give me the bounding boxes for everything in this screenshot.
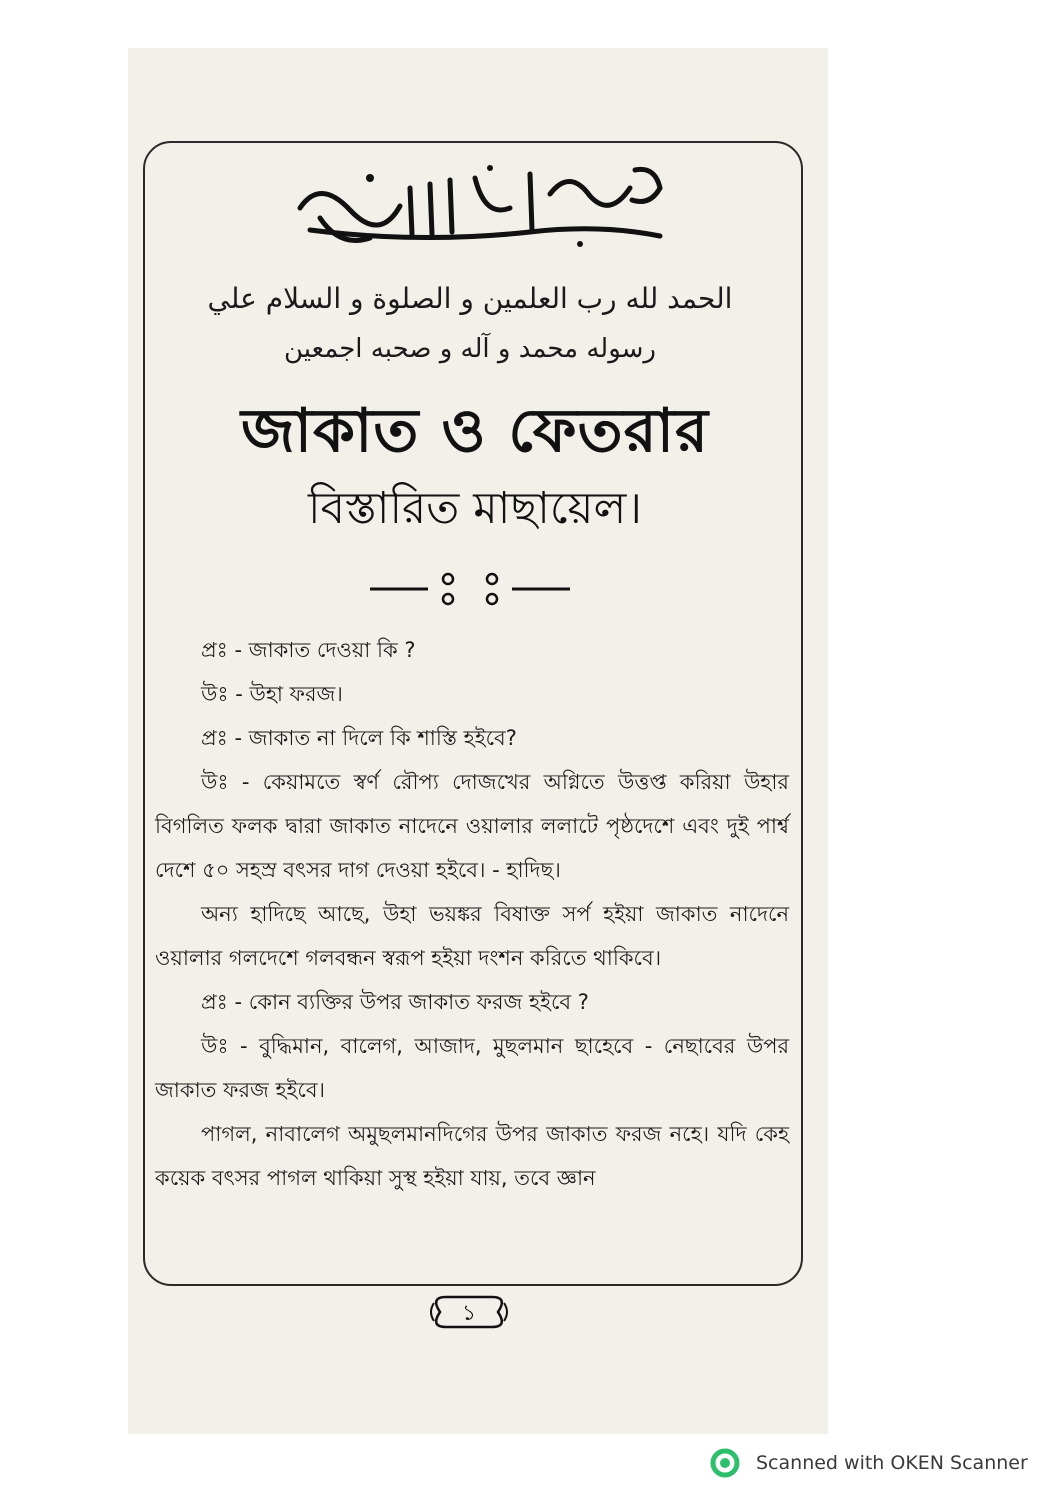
paragraph: প্রঃ - কোন ব্যক্তির উপর জাকাত ফরজ হইবে ? xyxy=(201,990,589,1014)
paragraph: অন্য হাদিছে আছে, উহা ভয়ঙ্কর বিষাক্ত সর্প হইয়া জাকাত নাদেনে ওয়ালার গলদেশে গলবন্ধন স্বরূপ হইয়া দংশন করিতে থাকিবে। xyxy=(155,902,789,970)
paragraph: পাগল, নাবালেগ অমুছলমানদিগের উপর জাকাত ফরজ নহে। যদি কেহ কয়েক বৎসর পাগল থাকিয়া সুস্থ হইয়া যায়, তবে জ্ঞান xyxy=(155,1122,789,1190)
arabic-invocation-line-1: الحمد لله رب العلمين و الصلوة و السلام علي xyxy=(207,282,733,315)
paragraph: প্রঃ - জাকাত না দিলে কি শাস্তি হইবে? xyxy=(201,726,517,750)
main-title: জাকাত ও ফেতরার xyxy=(240,396,710,466)
scanner-watermark xyxy=(708,1446,1028,1480)
body-text xyxy=(155,628,789,1200)
paragraph: উঃ - কেয়ামতে স্বর্ণ রৌপ্য দোজখের অগ্নিতে উত্তপ্ত করিয়া উহার বিগলিত ফলক দ্বারা জাকাত নাদেনে ওয়ালার ললাটে পৃষ্ঠদেশে এবং দুই পার্শ্ব দেশে ৫০ সহস্র বৎসর দাগ দেওয়া হইবে। - হাদিছ। xyxy=(155,770,789,882)
paragraph: উঃ - বুদ্ধিমান, বালেগ, আজাদ, মুছলমান ছাহেবে - নেছাবের উপর জাকাত ফরজ হইবে। xyxy=(155,1034,789,1102)
paragraph: উঃ - উহা ফরজ। xyxy=(201,682,343,706)
bismillah-calligraphy xyxy=(280,148,680,258)
scanner-logo-icon xyxy=(708,1446,742,1480)
sub-title: বিস্তারিত মাছায়েল। xyxy=(307,483,642,534)
arabic-invocation-line-2: رسوله محمد و آله و صحبه اجمعين xyxy=(284,334,656,364)
paragraph: প্রঃ - জাকাত দেওয়া কি ? xyxy=(201,638,416,662)
page-number: ১ xyxy=(461,1301,477,1326)
scanner-watermark-text: Scanned with OKEN Scanner xyxy=(756,1452,1028,1474)
divider-text: —ঃ ঃ— xyxy=(470,595,475,596)
ornamental-divider xyxy=(370,565,570,609)
